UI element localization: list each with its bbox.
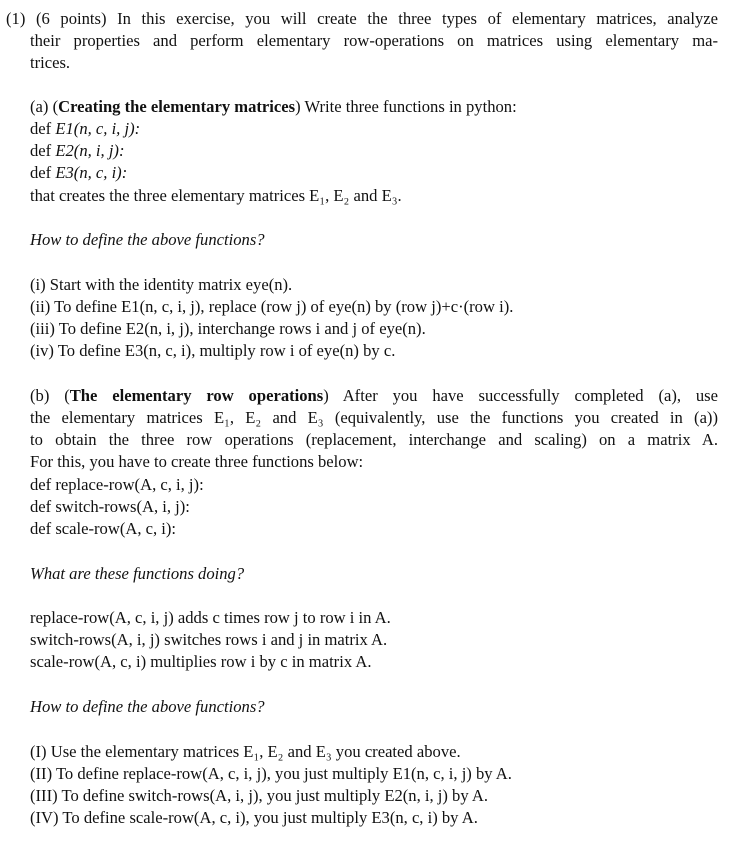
problem-intro-line-2: their properties and perform elementary row-operations on matrices using elementary ma-: [30, 31, 718, 50]
problem-points: (6 points): [35, 9, 107, 28]
part-b-how-heading: How to define the above functions?: [30, 697, 265, 716]
part-a-how-heading: How to define the above functions?: [30, 230, 265, 249]
part-a-step-ii: (ii) To define E1(n, c, i, j), replace (row j) of eye(n) by (row j)+c·(row i).: [30, 297, 514, 316]
part-b-what-heading: What are these functions doing?: [30, 564, 245, 583]
part-a-creates-line: that creates the three elementary matrices E₁, E₂ and E₃.: [30, 186, 402, 205]
part-a-heading: [30, 97, 517, 117]
part-b-line-4: For this, you have to create three functions below:: [30, 452, 364, 471]
part-a-step-iii: (iii) To define E2(n, i, j), interchange rows i and j of eye(n).: [30, 319, 426, 338]
part-b-line-3: to obtain the three row operations (replacement, interchange and scaling) on a matrix A.: [30, 430, 718, 449]
desc-replace-row: replace-row(A, c, i, j) adds c times row j to row i in A.: [30, 608, 391, 627]
part-b-label: (b) (: [30, 386, 70, 405]
def-e3: [30, 163, 127, 183]
desc-scale-row: scale-row(A, c, i) multiplies row i by c in matrix A.: [30, 652, 372, 671]
def-e2: [30, 141, 124, 161]
part-b-heading: [30, 386, 718, 406]
def-keyword: def: [30, 141, 52, 160]
intro-text-1: In this exercise, you will create the three types of elementary matrices, analyze: [117, 9, 718, 28]
problem-intro-line-3: trices.: [30, 53, 71, 72]
part-a-title: Creating the elementary matrices: [58, 97, 296, 116]
def-keyword: def: [30, 119, 52, 138]
part-b-step-IV: (IV) To define scale-row(A, c, i), you just multiply E3(n, c, i) by A.: [30, 808, 478, 827]
problem-number: (1): [6, 9, 26, 28]
part-a-label: (a) (: [30, 97, 59, 116]
part-b-title: The elementary row operations: [69, 386, 324, 405]
part-b-step-II: (II) To define replace-row(A, c, i, j), you just multiply E1(n, c, i, j) by A.: [30, 764, 512, 783]
def-e3-signature: E3(n, c, i):: [55, 163, 128, 182]
def-keyword: def: [30, 163, 52, 182]
part-a-heading-tail: ) Write three functions in python:: [295, 97, 517, 116]
part-b-step-I: (I) Use the elementary matrices E₁, E₂ and E₃ you created above.: [30, 742, 461, 761]
def-scale-row: def scale-row(A, c, i):: [30, 519, 177, 538]
def-e1-signature: E1(n, c, i, j):: [55, 119, 141, 138]
def-replace-row: def replace-row(A, c, i, j):: [30, 475, 204, 494]
part-b-step-III: (III) To define switch-rows(A, i, j), you just multiply E2(n, i, j) by A.: [30, 786, 489, 805]
problem-intro-line-1: [6, 9, 718, 29]
part-b-heading-tail: ) After you have successfully completed (a), use: [323, 386, 718, 405]
def-e1: [30, 119, 140, 139]
def-e2-signature: E2(n, i, j):: [55, 141, 125, 160]
desc-switch-rows: switch-rows(A, i, j) switches rows i and j in matrix A.: [30, 630, 388, 649]
def-switch-rows: def switch-rows(A, i, j):: [30, 497, 190, 516]
part-a-step-iv: (iv) To define E3(n, c, i), multiply row i of eye(n) by c.: [30, 341, 396, 360]
part-b-line-2: the elementary matrices E₁, E₂ and E₃ (equivalently, use the functions you created in (a)): [30, 408, 718, 427]
part-a-step-i: (i) Start with the identity matrix eye(n).: [30, 275, 293, 294]
